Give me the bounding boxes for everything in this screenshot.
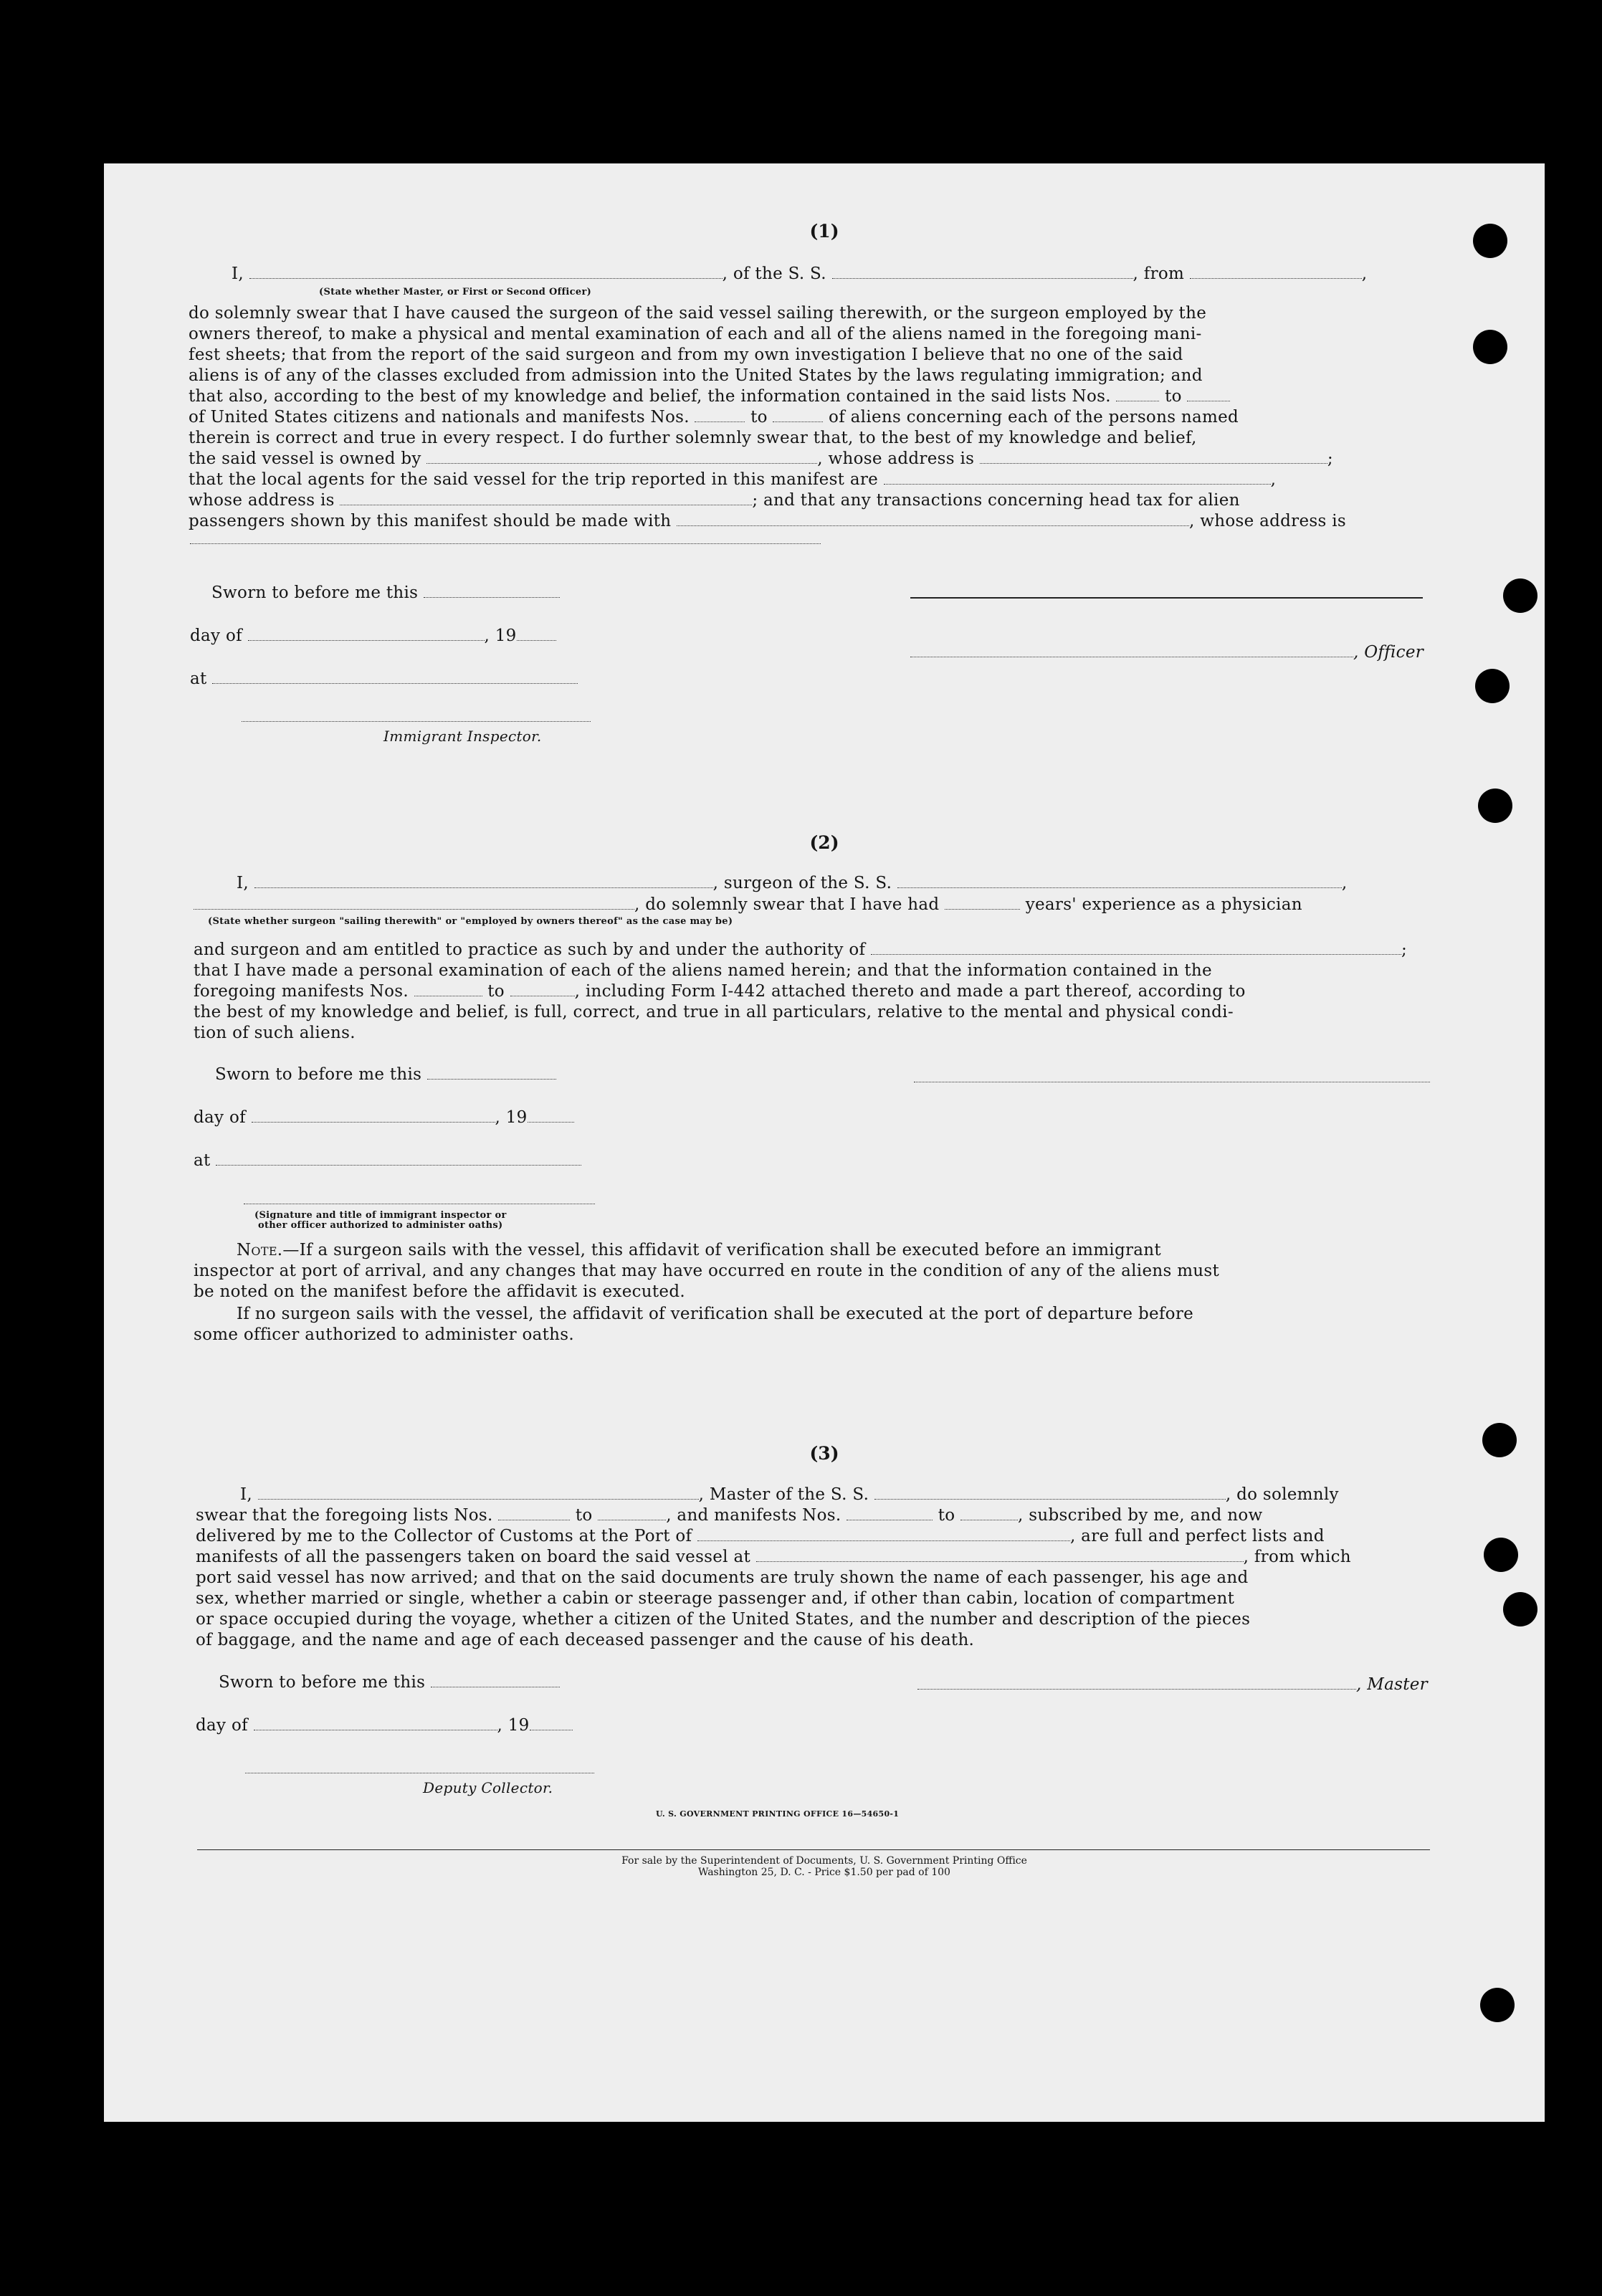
s1-year-field[interactable] (517, 627, 556, 641)
s3-manifests-to-field[interactable] (960, 1507, 1018, 1520)
s2-signature-note-1: (Signature and title of immigrant inspector or (254, 1210, 507, 1221)
s2-surgeon-name-field[interactable] (254, 875, 713, 888)
s2-month-field[interactable] (252, 1109, 495, 1123)
s3-line-1: I, , Master of the S. S. , do solemnly (240, 1485, 1339, 1504)
s2-at-place-field[interactable] (216, 1152, 581, 1166)
section-1-heading: (1) (809, 221, 839, 242)
s3-day-of-label: day of , 19 (196, 1715, 573, 1735)
s2-day-of-label: day of , 19 (194, 1107, 574, 1128)
punch-hole (1473, 224, 1507, 258)
s1-inspector-label: Immigrant Inspector. (383, 728, 542, 745)
s1-line-1: I, , of the S. S. , from , (232, 265, 1368, 283)
s1-para-line-5: that also, according to the best of my knowledge and belief, the information contained in the said lists Nos. to (189, 386, 1230, 406)
s2-manifests-to-field[interactable] (510, 983, 575, 996)
s1-at-label: at (190, 669, 578, 689)
punch-hole (1478, 789, 1512, 823)
s3-master-signature-field[interactable] (917, 1676, 1356, 1690)
s1-para-line-3: fest sheets; that from the report of the said surgeon and from my own investigation I believe that no one of the said (189, 346, 1183, 364)
s2-note-line-4: If no surgeon sails with the vessel, the affidavit of verification shall be executed at the port of departure before (237, 1305, 1194, 1323)
s3-collector-label: Deputy Collector. (423, 1779, 553, 1796)
s3-year-field[interactable] (530, 1717, 573, 1730)
punch-hole (1484, 1538, 1518, 1572)
s3-sworn-label: Sworn to before me this (219, 1672, 560, 1692)
footer-divider (197, 1849, 1430, 1850)
s2-line-2: , do solemnly swear that I have had years' experience as a physician (194, 895, 1302, 915)
s3-month-field[interactable] (254, 1717, 497, 1730)
punch-hole (1503, 1592, 1537, 1626)
footer-line-1: For sale by the Superintendent of Documents, U. S. Government Printing Office (621, 1855, 1027, 1867)
s1-rank-note: (State whether Master, or First or Second Officer) (319, 287, 592, 297)
s1-lists-from-field[interactable] (1116, 388, 1159, 401)
s3-lists-to-field[interactable] (598, 1507, 666, 1520)
s1-para-line-8: the said vessel is owned by , whose address is ; (189, 449, 1333, 468)
s1-para-line-1: do solemnly swear that I have caused the surgeon of the said vessel sailing therewith, or the surgeon employed by the (189, 304, 1207, 323)
s1-sworn-label: Sworn to before me this (211, 583, 560, 603)
s3-sworn-day-field[interactable] (431, 1674, 560, 1687)
s1-from-port-field[interactable] (1190, 265, 1362, 279)
s1-signature-line[interactable] (910, 597, 1423, 599)
s2-note-line-2: inspector at port of arrival, and any changes that may have occurred en route in the condition of any of the aliens must (194, 1262, 1220, 1280)
s1-officer-signature-label: , Officer (910, 642, 1424, 662)
printer-imprint: U. S. GOVERNMENT PRINTING OFFICE 16—54650-1 (656, 1809, 900, 1819)
section-3-heading: (3) (809, 1443, 839, 1464)
s1-owner-field[interactable] (426, 450, 817, 464)
s1-day-of-label: day of , 19 (190, 626, 556, 646)
s1-para-line-10: whose address is ; and that any transactions concerning head tax for alien (189, 491, 1240, 510)
s2-years-field[interactable] (945, 896, 1020, 910)
s3-port-field[interactable] (697, 1528, 1070, 1541)
s2-vessel-name-field[interactable] (897, 875, 1342, 888)
s1-officer-rank-field[interactable] (249, 265, 723, 279)
s2-status-note: (State whether surgeon "sailing therewith" or "employed by owners thereof" as the case may be) (208, 916, 733, 927)
s2-para-line-2: that I have made a personal examination of each of the aliens named herein; and that the information contained in the (194, 961, 1212, 980)
s2-note-line-1: Note.—If a surgeon sails with the vessel, this affidavit of verification shall be executed before an immigrant (237, 1241, 1161, 1259)
s3-line-3: delivered by me to the Collector of Customs at the Port of , are full and perfect lists and (196, 1527, 1325, 1545)
s1-agents-address-field[interactable] (340, 492, 752, 505)
s2-authority-field[interactable] (871, 941, 1401, 955)
s1-lists-to-field[interactable] (1187, 388, 1230, 401)
s1-manifests-to-field[interactable] (773, 409, 823, 422)
s1-sworn-day-field[interactable] (424, 584, 560, 598)
s2-para-line-4: the best of my knowledge and belief, is full, correct, and true in all particulars, relative to the mental and physical condi- (194, 1003, 1234, 1021)
s2-surgeon-status-field[interactable] (194, 896, 634, 910)
s2-manifests-from-field[interactable] (414, 983, 482, 996)
s2-line-1: I, , surgeon of the S. S. , (237, 874, 1348, 892)
s1-month-field[interactable] (248, 627, 485, 641)
footer-line-2: Washington 25, D. C. - Price $1.50 per pad of 100 (698, 1867, 950, 1878)
s2-signature-note-2: other officer authorized to administer oaths) (258, 1220, 503, 1231)
s3-master-signature-label: , Master (917, 1675, 1428, 1695)
s3-embark-port-field[interactable] (756, 1548, 1244, 1562)
s1-address-continuation-field[interactable] (190, 543, 821, 544)
s3-para-line-3: or space occupied during the voyage, whether a citizen of the United States, and the number and description of the pieces (196, 1610, 1251, 1629)
s3-para-line-2: sex, whether married or single, whether a cabin or steerage passenger and, if other than cabin, location of compartment (196, 1589, 1235, 1608)
form-sheet (104, 163, 1545, 2122)
punch-hole (1475, 669, 1510, 703)
s1-para-line-2: owners thereof, to make a physical and mental examination of each and all of the aliens named in the foregoing mani- (189, 325, 1202, 343)
s2-note-line-5: some officer authorized to administer oaths. (194, 1325, 575, 1344)
s3-manifests-from-field[interactable] (847, 1507, 933, 1520)
s1-para-line-11: passengers shown by this manifest should be made with , whose address is (189, 512, 1346, 530)
s3-line-2: swear that the foregoing lists Nos. to , and manifests Nos. to , subscribed by me, and now (196, 1506, 1263, 1525)
punch-hole (1482, 1423, 1517, 1457)
s3-para-line-4: of baggage, and the name and age of each deceased passenger and the cause of his death. (196, 1631, 975, 1649)
s2-sworn-label: Sworn to before me this (215, 1064, 556, 1085)
s1-local-agents-field[interactable] (884, 471, 1271, 485)
s1-head-tax-contact-field[interactable] (677, 513, 1189, 526)
s1-manifests-from-field[interactable] (695, 409, 745, 422)
s2-para-line-5: tion of such aliens. (194, 1024, 356, 1042)
s1-inspector-signature-field[interactable] (242, 721, 591, 722)
s2-para-line-3: foregoing manifests Nos. to , including Form I-442 attached thereto and made a part thereof, according to (194, 982, 1246, 1001)
s3-master-name-field[interactable] (258, 1486, 699, 1500)
punch-hole (1480, 1988, 1515, 2022)
s2-year-field[interactable] (528, 1109, 574, 1123)
section-2-heading: (2) (809, 832, 839, 853)
s1-owner-address-field[interactable] (980, 450, 1327, 464)
s3-line-4: manifests of all the passengers taken on board the said vessel at , from which (196, 1548, 1351, 1566)
s1-para-line-9: that the local agents for the said vessel for the trip reported in this manifest are , (189, 470, 1277, 489)
s1-para-line-4: aliens is of any of the classes excluded from admission into the United States by the laws regulating immigration; and (189, 366, 1203, 385)
s2-para-line-1: and surgeon and am entitled to practice as such by and under the authority of ; (194, 940, 1408, 959)
s2-note-line-3: be noted on the manifest before the affidavit is executed. (194, 1282, 685, 1301)
s1-para-line-7: therein is correct and true in every respect. I do further solemnly swear that, to the best of my knowledge and belief, (189, 429, 1197, 447)
s3-para-line-1: port said vessel has now arrived; and that on the said documents are truly shown the name of each passenger, his age and (196, 1568, 1249, 1587)
s1-para-line-6: of United States citizens and nationals and manifests Nos. to of aliens concerning each of the persons named (189, 408, 1239, 427)
s3-lists-from-field[interactable] (498, 1507, 570, 1520)
punch-hole (1473, 330, 1507, 364)
s3-vessel-name-field[interactable] (874, 1486, 1226, 1500)
s2-sworn-day-field[interactable] (427, 1066, 556, 1080)
punch-hole (1503, 578, 1537, 613)
s1-at-place-field[interactable] (212, 670, 578, 684)
s1-officer-signature-field[interactable] (910, 644, 1353, 657)
s1-vessel-name-field[interactable] (832, 265, 1133, 279)
s2-at-label: at (194, 1151, 581, 1171)
